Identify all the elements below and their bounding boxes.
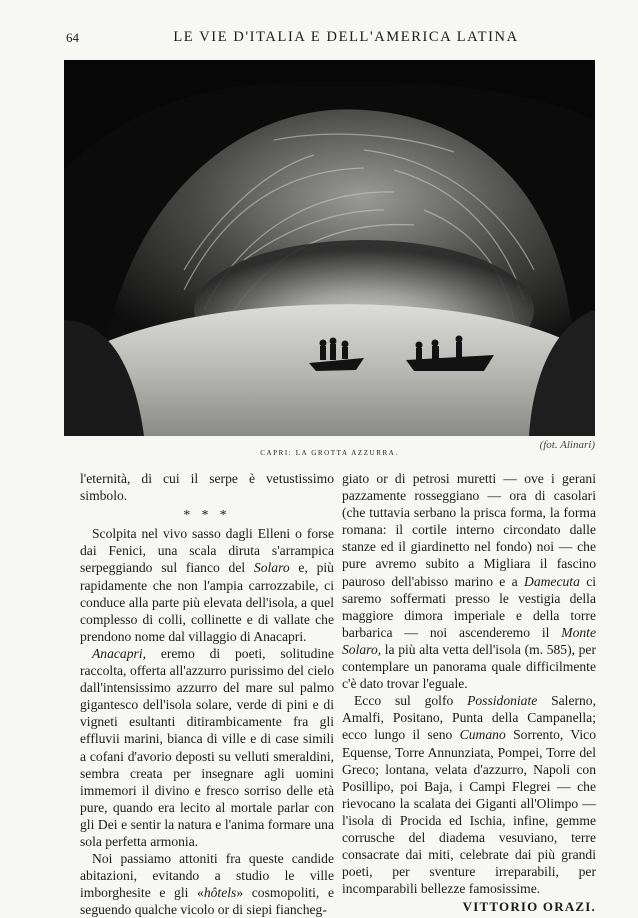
- section-divider: * * *: [183, 507, 231, 523]
- italic-run: Solaro: [253, 560, 290, 576]
- photo-credit: (fot. Alinari): [539, 439, 595, 451]
- page-number: 64: [66, 30, 79, 45]
- paragraph: [80, 850, 334, 918]
- figure-caption: CAPRI: LA GROTTA AZZURRA.: [260, 449, 399, 457]
- text-run: Salerno, Amalfi, Positano, Punta della Campanella; ecco lungo il seno: [342, 693, 596, 743]
- paragraph: [80, 645, 334, 850]
- paragraph: [80, 525, 334, 645]
- italic-run: hôtels: [203, 885, 237, 901]
- paragraph: [342, 470, 596, 692]
- text-run: Sorrento, Vico Equense, Torre Annunziata, Pompei, Torre del Greco; lontana, velata d'azzurro, Napoli con Posillipo, poi Baja, i Campi Flegrei — che rievocano la scalata dei Giganti all'Olimpo — l'isola di Procida ed Ischia, infine, gemme corrusche del diadema vesuviano, terre consacrate dai miti, celebrate dai più grandi poeti, per sventure irreparabili, per incomparabili bellezze famosissime.: [342, 727, 596, 897]
- text-run: Scolpita nel vivo sasso dagli Elleni o forse dai Fenici, una scala diruta s'arrampica serpeggiando sul fianco del: [80, 526, 334, 576]
- italic-run: Cumano: [459, 727, 506, 743]
- paragraph: [342, 692, 596, 897]
- author-signature: VITTORIO ORAZI.: [462, 899, 596, 915]
- italic-run: Anacapri,: [92, 645, 146, 661]
- text-run: ci saremo soffermati presso le vestigia della maggiore dimora imperiale e della torre barbarica — noi ascenderemo il: [342, 573, 596, 640]
- grotto-photograph: [64, 60, 595, 436]
- italic-run: Monte Solaro,: [342, 624, 596, 657]
- article-column-left: [80, 470, 334, 918]
- text-run: Noi passiamo attoniti fra queste candide abitazioni, evitando a studio le ville imborghesite e gli «: [80, 851, 334, 901]
- text-run: Ecco sul golfo: [354, 693, 468, 709]
- text-run: e, più rapidamente che non l'ampia carrozzabile, ci conduce alla parte più elevata dell'isola, a quel complesso di colli, collinette e di vallate che prendono nome dal villaggio di Anacapri.: [80, 560, 334, 644]
- paragraph: l'eternità, di cui il serpe è vetustissimo simbolo.: [80, 471, 334, 504]
- text-run: la più alta vetta dell'isola (m. 585), per contemplare un panorama quale difficilmente c'è dato trovar l'eguale.: [342, 641, 596, 692]
- italic-run: Possidoniate: [467, 693, 538, 709]
- text-run: eremo di poeti, solitudine raccolta, offerta all'azzurro purissimo del cielo dall'intensissimo azzurro del mare sul palmo gigantesco dell'isola solare, verde di pini e di vigneti esultanti ditirambicamente fra gli effluvii marini, bianca di ville e di case simili a cofani d'avorio deposti su velluti smeraldini, sembra creata per insegnare agli uomini immemori il divino e fresco sorriso delle età pure, quando era lecito al mortale parlar con gli Dei e sentir la natura e l'anima formare una sola perfetta armonia.: [80, 645, 334, 849]
- text-run: giato or di petrosi muretti — ove i gerani pazzamente rosseggiano — ora di casolari (che tuttavia serbano la prisca forma, la forma romana: il cortile interno circondato dalle stanze ed il giardinetto nel fondo) noi — che pure avremo subito a Migliara il fascino pauroso dell'abisso marino e a: [342, 471, 596, 589]
- running-head: LE VIE D'ITALIA E DELL'AMERICA LATINA: [173, 29, 519, 45]
- italic-run: Damecuta: [524, 573, 580, 589]
- text-run: » cosmopoliti, e seguendo qualche vicolo or di siepi fiancheg-: [80, 885, 335, 918]
- article-column-right: [342, 470, 596, 915]
